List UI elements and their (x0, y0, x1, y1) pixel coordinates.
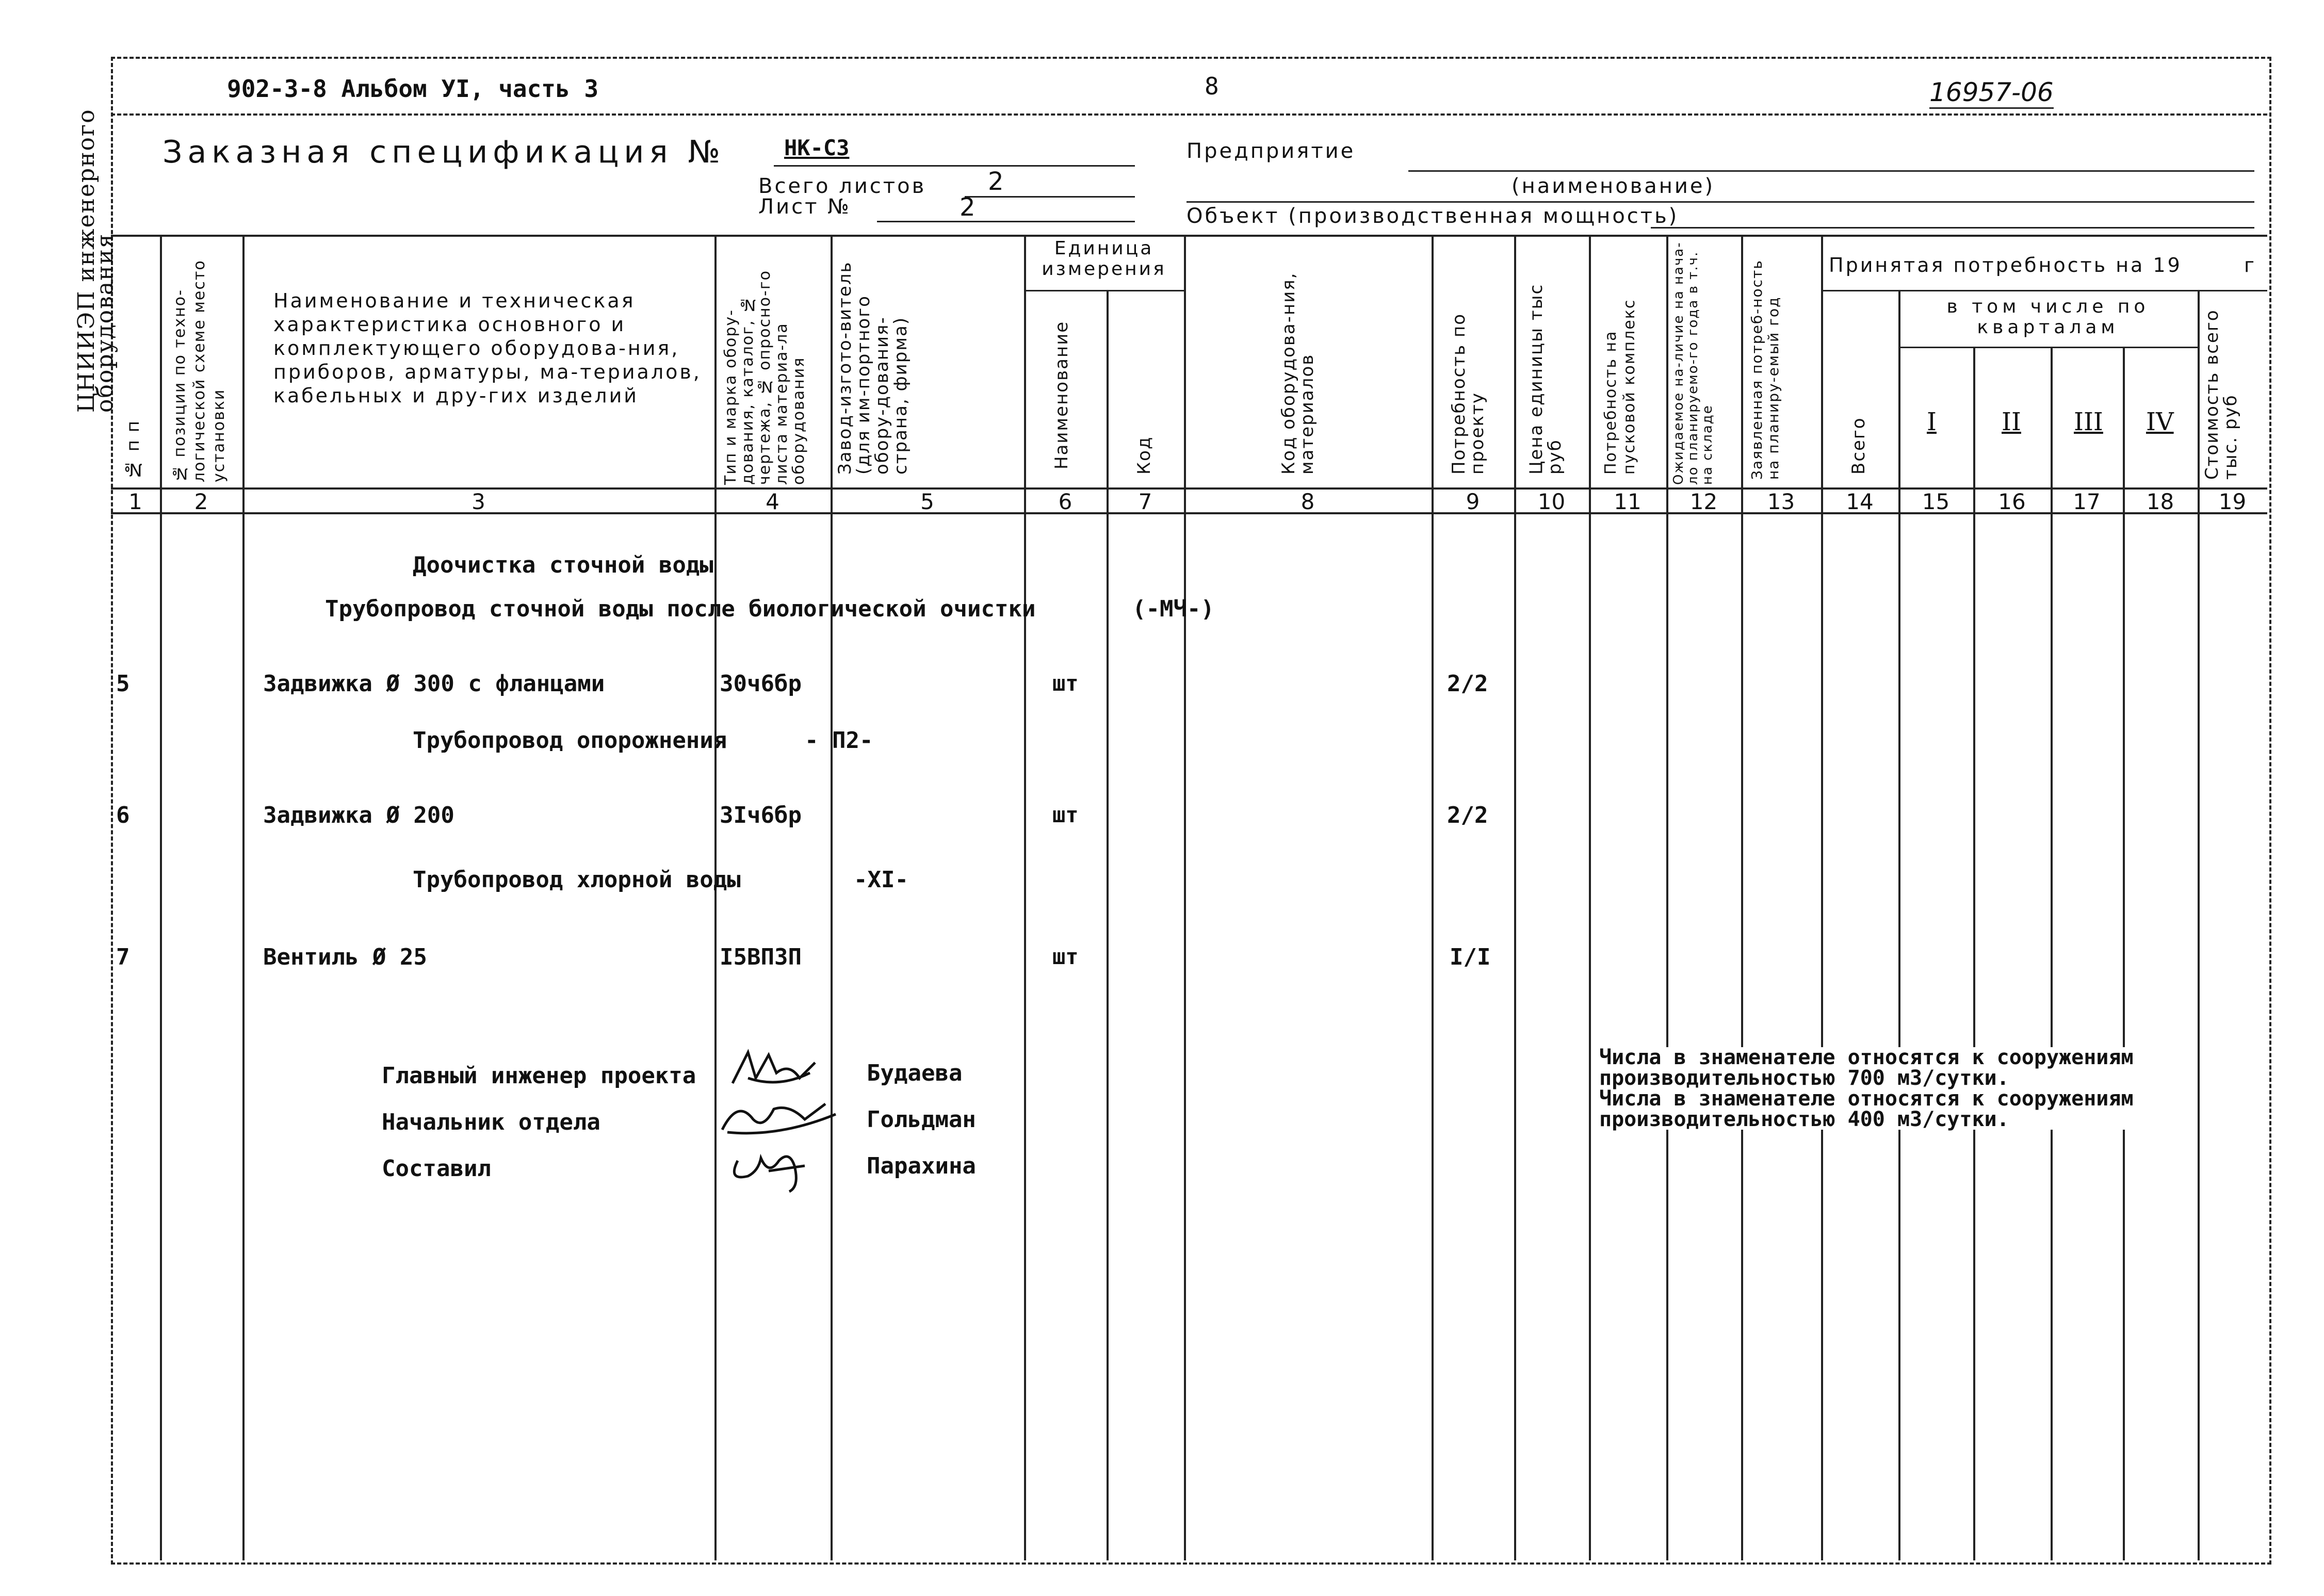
signature-role: Составил (382, 1155, 491, 1182)
item-quantity: 2/2 (1447, 671, 1488, 697)
header-col4: Тип и марка обору-дования, каталог, № чертежа, № опросно-го листа материа-ла оборудования (722, 270, 808, 485)
header-col15: I (1927, 408, 1937, 436)
col-number: 16 (1998, 489, 2026, 514)
col-number: 8 (1301, 489, 1315, 514)
col-number: 2 (194, 489, 208, 514)
section-code: - П2- (805, 727, 873, 754)
note-line: Числа в знаменателе относятся к сооружениям (1599, 1087, 2134, 1111)
unit-group-line (1024, 290, 1184, 291)
col-line-17 (2123, 347, 2125, 1560)
header-col17: III (2074, 408, 2103, 436)
item-name: Задвижка Ø 300 с фланцами (263, 671, 605, 697)
col-number: 11 (1614, 489, 1642, 514)
col-number: 14 (1846, 489, 1874, 514)
signature-role: Главный инженер проекта (382, 1063, 696, 1089)
header-col2: № позиции по техно-логической схеме место установки (171, 259, 228, 482)
album-label: 902-3-8 Альбом УI, часть 3 (227, 75, 599, 103)
header-col11: Потребность на пусковой комплекс (1602, 299, 1638, 475)
header-col3: Наименование и техническая характеристика основного и комплектующего оборудова-ния, приборов, арматуры, ма-териалов, кабельных и дру-гих изделий (273, 289, 702, 407)
spec-number-line (774, 165, 1135, 167)
col-number: 7 (1138, 489, 1152, 514)
quarters-line (1898, 347, 2198, 348)
note-line: производительностью 400 м3/сутки. (1599, 1108, 2009, 1131)
col-line-9 (1514, 235, 1516, 1560)
item-type: 3Iч6бр (720, 802, 802, 828)
row-number: 6 (116, 802, 130, 828)
col-line-16 (2051, 347, 2053, 1560)
col-line-2 (242, 235, 245, 1560)
col-line-12 (1741, 235, 1743, 1560)
table-top-line (111, 235, 2267, 237)
enterprise-line (1408, 170, 2254, 172)
section-heading: Трубопровод сточной воды после биологической очистки (325, 596, 1036, 622)
enterprise-label: Предприятие (1187, 139, 1356, 163)
col-line-8 (1432, 235, 1434, 1560)
note-line: Числа в знаменателе относятся к сооружениям (1599, 1046, 2134, 1069)
signature-name: Будаева (867, 1060, 963, 1086)
col-line-5 (1024, 235, 1026, 1560)
row-number: 7 (116, 944, 130, 970)
col-number: 5 (920, 489, 934, 514)
section-code: (-МЧ-) (1132, 596, 1214, 622)
col-line-11 (1666, 235, 1668, 1560)
col-number: 13 (1767, 489, 1795, 514)
col-line-18 (2198, 290, 2200, 1560)
header-col8: Код оборудова-ния, материалов (1278, 272, 1318, 475)
sheet-value: 2 (960, 193, 976, 222)
signature-mark (734, 1157, 805, 1192)
header-quarters: в том числе по кварталам (1946, 296, 2150, 338)
header-col10: Цена единицы тыс руб (1526, 283, 1565, 475)
item-type: I5ВП3П (720, 944, 802, 970)
header-col6: Наименование (1051, 320, 1072, 469)
item-type: 30ч6бр (720, 671, 802, 697)
col-number: 10 (1537, 489, 1566, 514)
header-accepted: Принятая потребность на 19 (1829, 254, 2182, 276)
header-col7: Код (1134, 436, 1155, 475)
spec-title: Заказная спецификация № (162, 134, 725, 170)
header-col9: Потребность по проекту (1449, 313, 1488, 475)
signature-role: Начальник отдела (382, 1109, 600, 1135)
page-number: 8 (1205, 72, 1219, 100)
header-accepted-suffix: г (2244, 254, 2256, 276)
col-line-6 (1107, 290, 1109, 1560)
item-name: Вентиль Ø 25 (263, 944, 427, 970)
item-quantity: 2/2 (1447, 802, 1488, 828)
col-number: 1 (128, 489, 142, 514)
col-number: 6 (1058, 489, 1072, 514)
signature-mark (722, 1104, 836, 1133)
header-col14: Всего (1848, 417, 1869, 475)
sheet-label: Лист № (758, 195, 851, 219)
signature-mark (733, 1052, 815, 1083)
total-sheets-line (965, 196, 1135, 198)
item-unit: шт (1052, 802, 1079, 827)
header-col1: № п п (123, 419, 143, 480)
col-number: 18 (2146, 489, 2174, 514)
total-sheets-value: 2 (988, 167, 1004, 196)
object-label: Объект (производственная мощность) (1187, 204, 1679, 228)
signature-name: Парахина (867, 1153, 976, 1179)
col-line-15 (1973, 347, 1975, 1560)
header-col13: Заявленная потреб-ность на планиру-емый год (1748, 259, 1782, 480)
total-sheets-label: Всего листов (758, 174, 927, 198)
sheet-line (877, 221, 1135, 222)
col-line-4 (831, 235, 833, 1560)
item-quantity: I/I (1450, 944, 1491, 970)
notes-block (1599, 1047, 2134, 1130)
note-line: производительностью 700 м3/сутки. (1599, 1066, 2009, 1090)
header-col5: Завод-изгото-витель (для им-портного обору-дования-страна, фирма) (835, 261, 911, 475)
col-line-3 (714, 235, 717, 1560)
top-dash-line (111, 113, 2267, 116)
col-number: 19 (2218, 489, 2247, 514)
col-line-14 (1898, 290, 1900, 1560)
document-number: 16957-06 (1929, 77, 2054, 109)
column-number-row (0, 489, 2324, 512)
side-label: ЦНИИЭП инженерного оборудования (73, 108, 118, 413)
col-number: 9 (1466, 489, 1480, 514)
col-line-7 (1184, 235, 1186, 1560)
section-heading: Доочистка сточной воды (413, 552, 713, 578)
section-heading: Трубопровод хлорной воды (413, 867, 741, 893)
row-number: 5 (116, 671, 130, 697)
header-col18: IV (2146, 408, 2174, 436)
item-unit: шт (1052, 944, 1079, 969)
section-heading: Трубопровод опорожнения (413, 727, 727, 754)
col-number: 12 (1689, 489, 1718, 514)
col-line-13 (1821, 235, 1823, 1560)
accepted-line (1821, 290, 2267, 291)
header-col12: Ожидаемое на-личие на нача-ло планируемо-го года в т.ч. на складе (1671, 241, 1715, 485)
item-name: Задвижка Ø 200 (263, 802, 454, 828)
col-number: 17 (2073, 489, 2101, 514)
spec-number: НК-С3 (784, 135, 850, 160)
signature-name: Гольдман (867, 1106, 976, 1133)
naming-label: (наименование) (1512, 174, 1715, 198)
col-number: 3 (472, 489, 485, 514)
header-col16: II (2002, 408, 2021, 436)
col-number: 4 (766, 489, 779, 514)
header-col19: Стоимость всего тыс. руб (2202, 309, 2241, 480)
object-line (1651, 227, 2254, 229)
col-line-10 (1589, 235, 1591, 1560)
item-unit: шт (1052, 671, 1079, 696)
section-code: -XI- (854, 867, 908, 893)
col-number: 15 (1922, 489, 1950, 514)
header-unit-group: Единица измерения (1042, 238, 1166, 280)
col-line-1 (160, 235, 162, 1560)
naming-line (1187, 201, 2254, 203)
handwritten-signatures (717, 1042, 872, 1197)
